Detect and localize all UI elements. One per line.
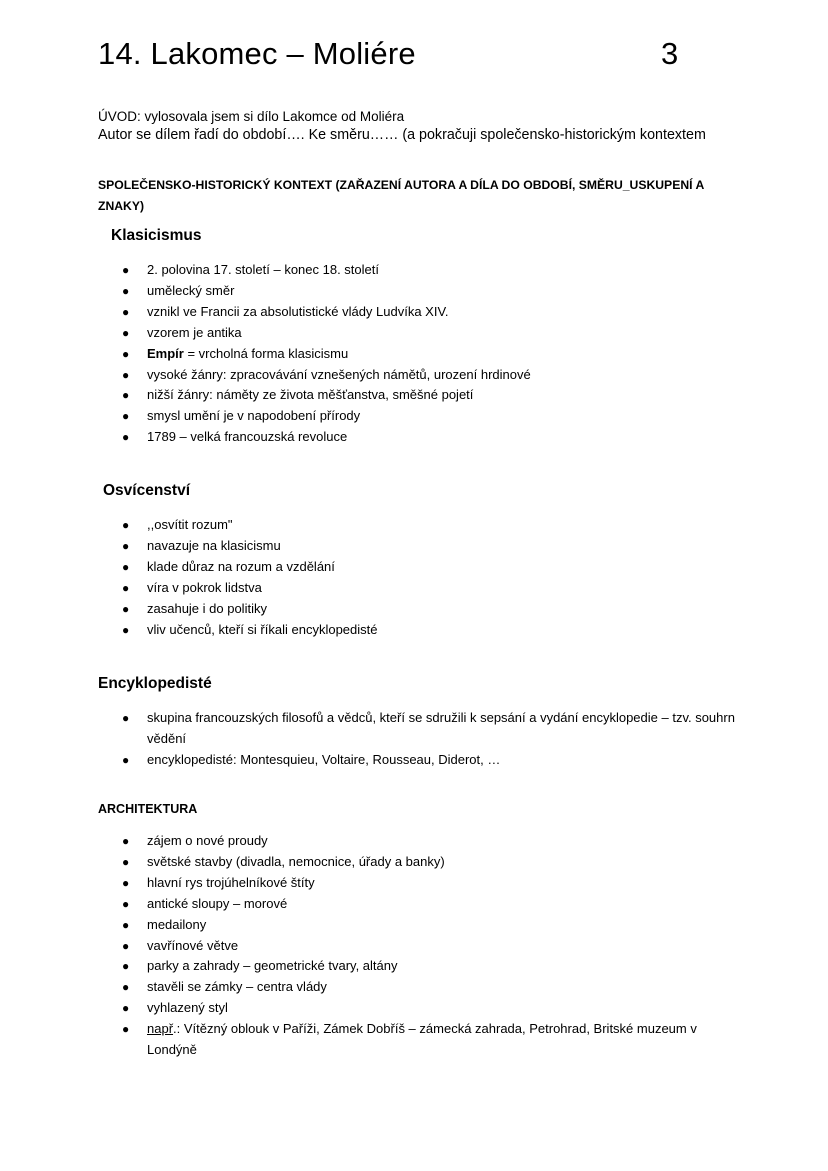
bullet-icon: ● xyxy=(122,559,130,574)
list-item: ● zájem o nové proudy xyxy=(120,831,740,852)
list-item: ● umělecký směr xyxy=(120,281,740,302)
list-item: ● navazuje na klasicismu xyxy=(120,536,740,557)
list-klasicismus xyxy=(120,260,740,448)
list-item: ● vysoké žánry: zpracovávání vznešených námětů, urození hrdinové xyxy=(120,365,740,386)
list-item: ● vavřínové větve xyxy=(120,936,740,957)
list-osvicenstvi xyxy=(120,515,740,640)
bullet-icon: ● xyxy=(122,622,130,637)
intro-line-2: Autor se dílem řadí do období…. Ke směru…… (a pokračuji společensko-historickým kontextem xyxy=(98,127,706,143)
heading-osvicenstvi: Osvícenství xyxy=(103,482,191,499)
intro-line-1: ÚVOD: vylosovala jsem si dílo Lakomce od Moliéra xyxy=(98,109,405,124)
empir-term: Empír xyxy=(147,345,184,361)
list-item: ● hlavní rys trojúhelníkové štíty xyxy=(120,873,740,894)
list-item: ● Empír = vrcholná forma klasicismu xyxy=(120,344,740,365)
bullet-icon: ● xyxy=(122,1001,130,1016)
list-item: ● skupina francouzských filosofů a vědců, kteří se sdružili k sepsání a vydání encyklopedie – tzv. souhrn vědění xyxy=(122,710,735,746)
bullet-icon: ● xyxy=(122,917,130,932)
bullet-icon: ● xyxy=(122,752,130,767)
bullet-icon: ● xyxy=(122,896,130,911)
bullet-icon: ● xyxy=(122,367,130,382)
bullet-icon: ● xyxy=(122,430,130,445)
bullet-icon: ● xyxy=(122,538,130,553)
page-number: 3 xyxy=(661,36,679,71)
list-encyklopediste xyxy=(120,708,740,771)
bullet-icon: ● xyxy=(122,263,130,277)
list-item: ● 2. polovina 17. století – konec 18. století xyxy=(120,260,740,281)
list-item: ● vyhlazený styl xyxy=(120,998,740,1019)
list-item: ● encyklopedisté: Montesquieu, Voltaire, Rousseau, Diderot, … xyxy=(120,750,740,771)
list-item: ● vzorem je antika xyxy=(120,323,740,344)
list-item: ● klade důraz na rozum a vzdělání xyxy=(120,557,740,578)
list-item: ● ,,osvítit rozum" xyxy=(120,515,740,536)
list-item: ● světské stavby (divadla, nemocnice, úřady a banky) xyxy=(120,852,740,873)
bullet-icon: ● xyxy=(122,959,130,974)
bullet-icon: ● xyxy=(122,854,130,869)
bullet-icon: ● xyxy=(122,601,130,616)
list-item: ● zasahuje i do politiky xyxy=(120,599,740,620)
bullet-icon: ● xyxy=(122,580,130,595)
bullet-icon: ● xyxy=(122,834,130,848)
list-item: ● smysl umění je v napodobení přírody xyxy=(120,406,740,427)
document-title: 14. Lakomec – Moliére xyxy=(98,36,416,71)
heading-klasicismus: Klasicismus xyxy=(111,227,202,244)
bullet-icon: ● xyxy=(122,1022,130,1037)
bullet-icon: ● xyxy=(122,283,130,298)
heading-architektura: ARCHITEKTURA xyxy=(98,802,198,816)
list-item: ● vliv učenců, kteří si říkali encyklopedisté xyxy=(120,620,740,641)
bullet-icon: ● xyxy=(122,518,130,532)
bullet-icon: ● xyxy=(122,875,130,890)
bullet-icon: ● xyxy=(122,980,130,995)
heading-encyklopediste: Encyklopedisté xyxy=(98,675,212,692)
list-item: ● parky a zahrady – geometrické tvary, altány xyxy=(120,956,740,977)
bullet-icon: ● xyxy=(122,409,130,424)
bullet-icon: ● xyxy=(122,711,130,725)
bullet-icon: ● xyxy=(122,346,130,361)
list-item: ● např.: Vítězný oblouk v Paříži, Zámek Dobříš – zámecká zahrada, Petrohrad, Britské muzeum v Londýně xyxy=(122,1021,697,1058)
list-item: ● víra v pokrok lidstva xyxy=(120,578,740,599)
list-item: ● vznikl ve Francii za absolutistické vlády Ludvíka XIV. xyxy=(120,302,740,323)
list-item: ● nižší žánry: náměty ze života měšťanstva, směšné pojetí xyxy=(120,385,740,406)
bullet-icon: ● xyxy=(122,304,130,319)
list-item: ● stavěli se zámky – centra vlády xyxy=(120,977,740,998)
list-item: ● antické sloupy – morové xyxy=(120,894,740,915)
list-item: ● 1789 – velká francouzská revoluce xyxy=(120,427,740,448)
context-heading: SPOLEČENSKO-HISTORICKÝ KONTEXT (ZAŘAZENÍ AUTORA A DÍLA DO OBDOBÍ, SMĚRU_USKUPENÍ A ZNAKY) xyxy=(98,178,704,213)
list-item: ● medailony xyxy=(120,915,740,936)
example-abbrev: např xyxy=(147,1021,174,1037)
bullet-icon: ● xyxy=(122,325,130,340)
bullet-icon: ● xyxy=(122,938,130,953)
list-architektura xyxy=(120,831,740,1061)
bullet-icon: ● xyxy=(122,388,130,403)
